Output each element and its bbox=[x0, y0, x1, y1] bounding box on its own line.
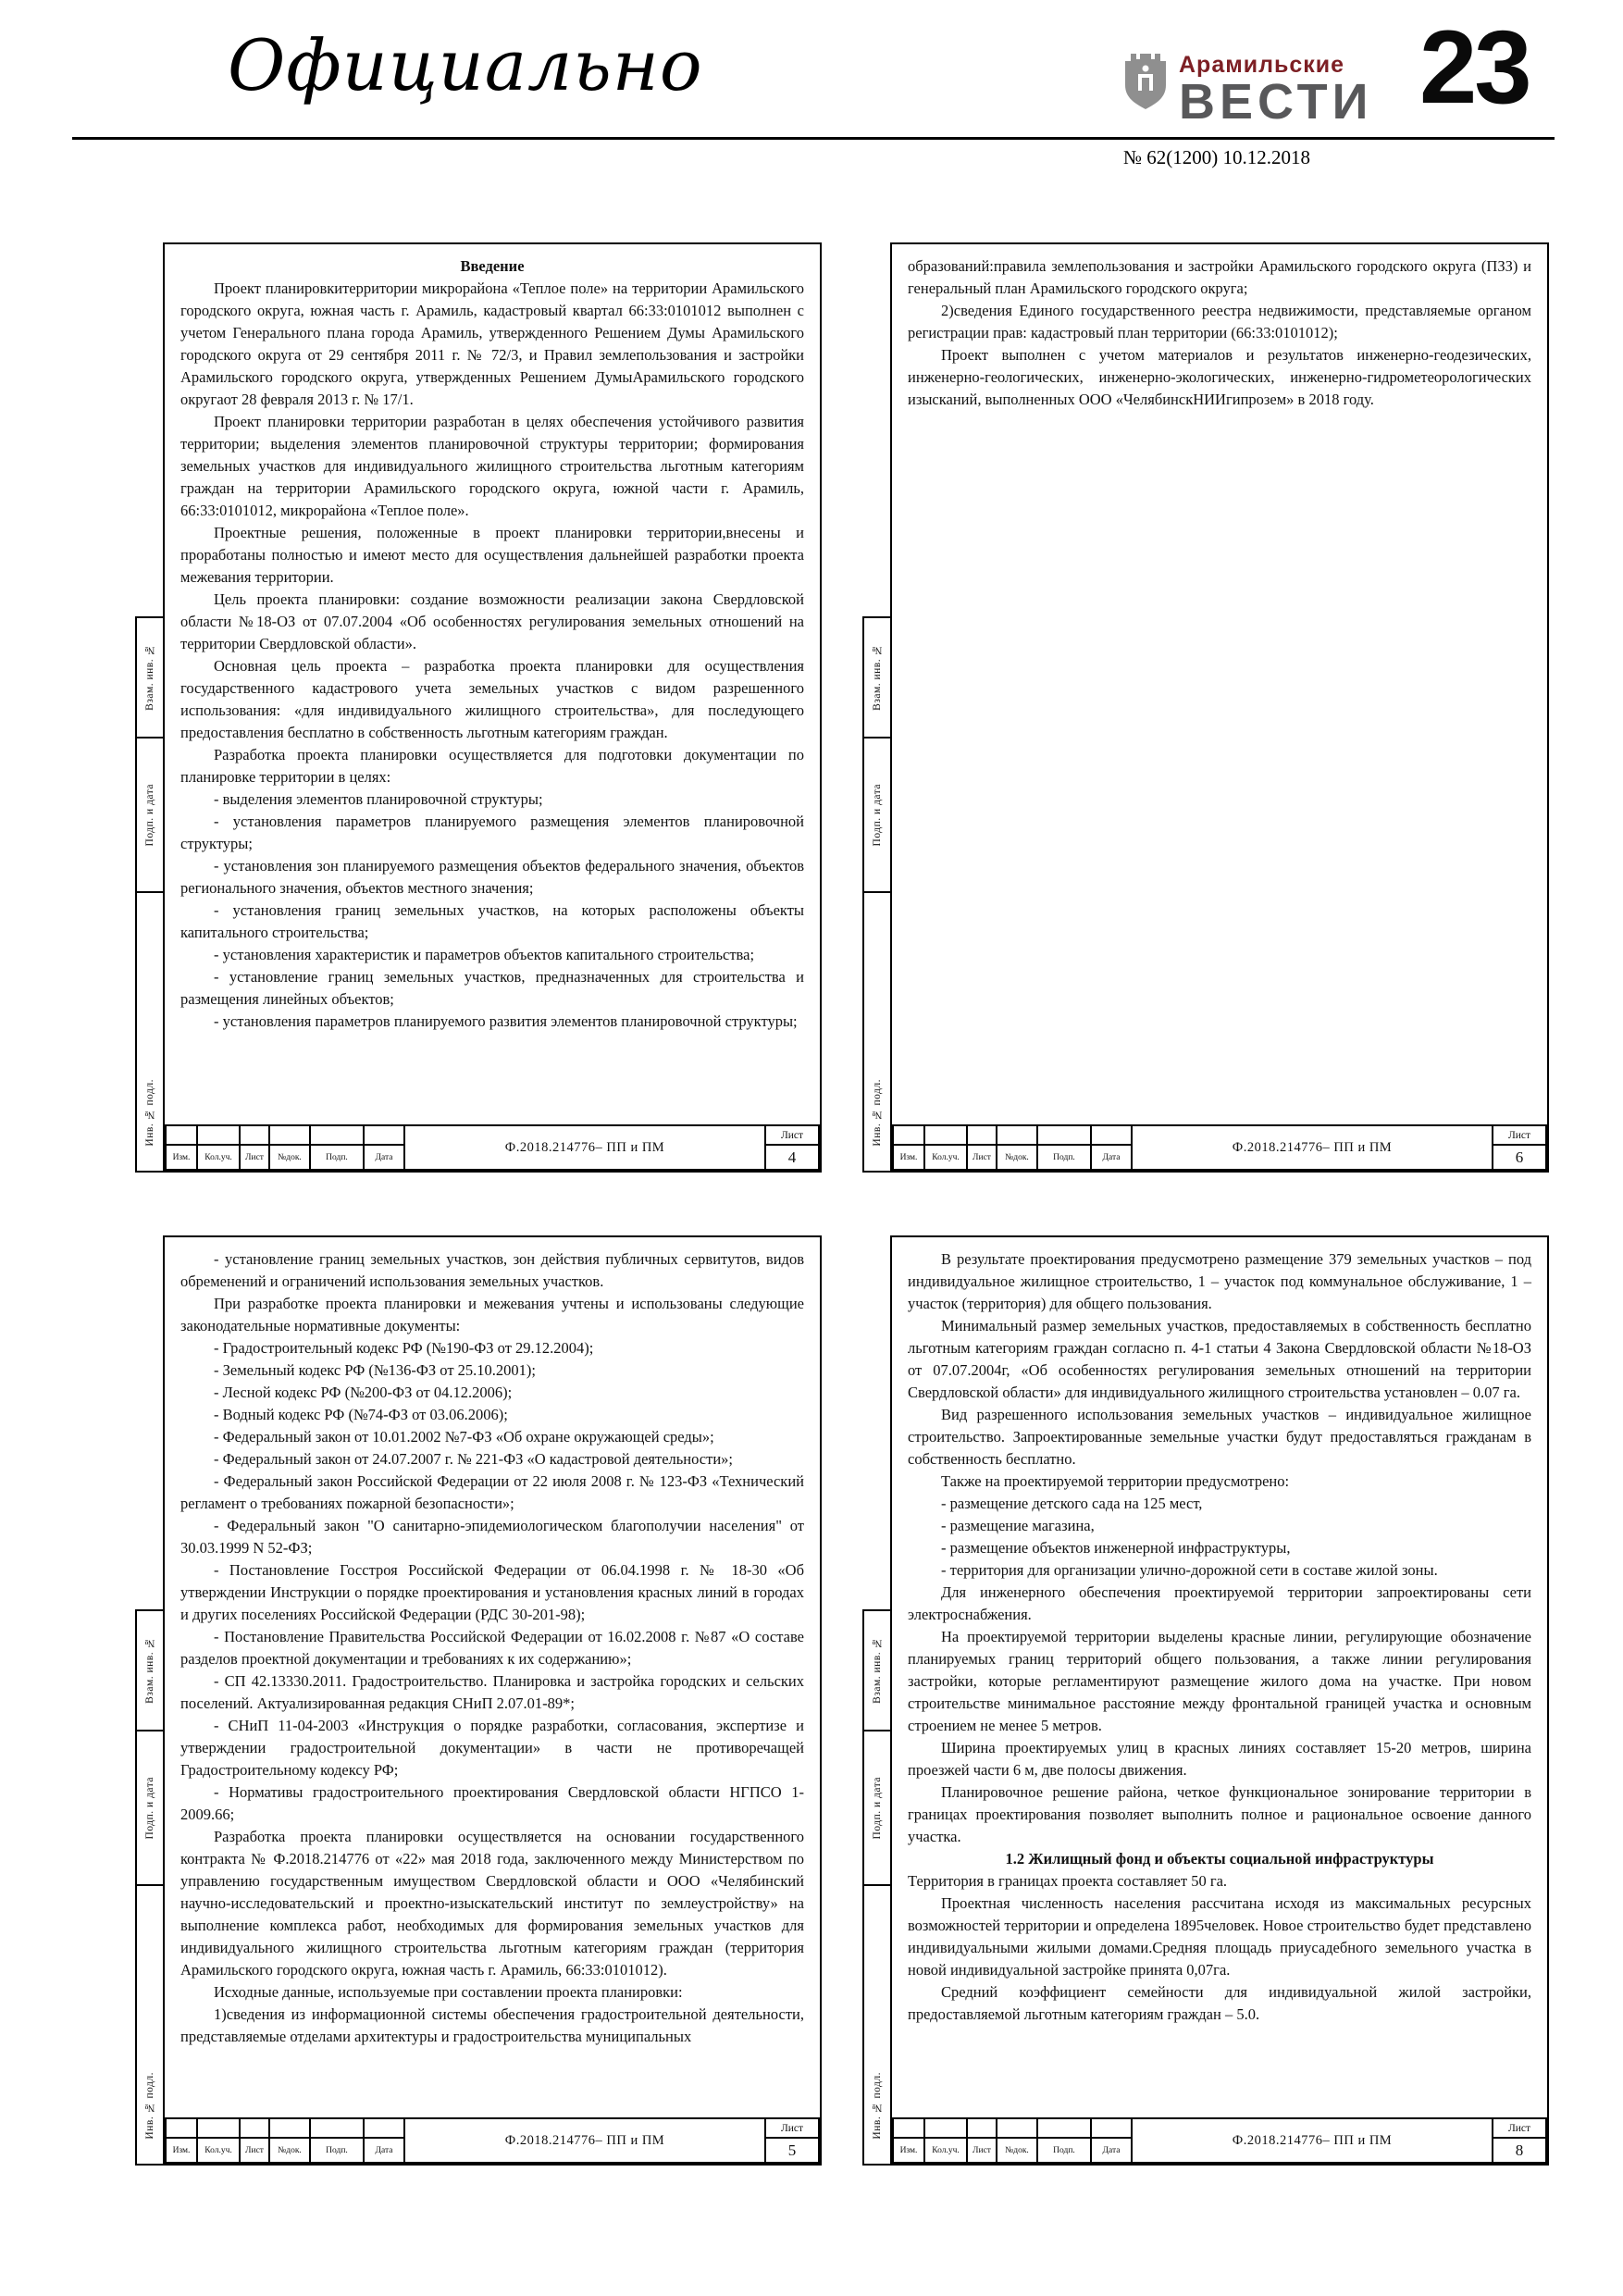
title-block-cell bbox=[997, 1125, 1037, 1145]
stamp-sidebar-cell bbox=[862, 737, 890, 893]
paragraph: Исходные данные, используемые при составлении проекта планировки: bbox=[214, 1983, 683, 2001]
title-block-cell bbox=[197, 1125, 240, 1145]
title-block-label: Кол.уч. bbox=[197, 1145, 240, 1170]
paragraph: - установления зон планируемого размещения объектов федерального значения, объектов регионального значения, объектов местного значения; bbox=[180, 857, 804, 897]
sheet-content bbox=[892, 1237, 1547, 2117]
stamp-sidebar-cell bbox=[135, 1884, 163, 2166]
title-block-cell bbox=[269, 1125, 310, 1145]
paragraph: - территория для организации улично-дорожной сети в составе жилой зоны. bbox=[941, 1561, 1438, 1579]
title-block-cell bbox=[166, 2118, 197, 2138]
title-block-label: №док. bbox=[269, 1145, 310, 1170]
paragraph: Вид разрешенного использования земельных участков – индивидуальное жилищное строительство. Запроектированные земельные участки будут предоставляться гражданам в собственность бесплатно. bbox=[908, 1406, 1531, 1468]
paragraph: Также на проектируемой территории предусмотрено: bbox=[941, 1472, 1290, 1490]
title-block-cell bbox=[364, 1125, 404, 1145]
title-block-label: Дата bbox=[1091, 1145, 1132, 1170]
paragraph: - Лесной кодекс РФ (№200-ФЗ от 04.12.2006); bbox=[214, 1384, 513, 1401]
title-block-label: Кол.уч. bbox=[197, 2138, 240, 2163]
title-block-label: Изм. bbox=[893, 2138, 924, 2163]
title-block-label: Изм. bbox=[893, 1145, 924, 1170]
title-block-cell bbox=[310, 1125, 364, 1145]
sheet-content bbox=[165, 1237, 820, 2117]
stamp-sidebar-cell bbox=[862, 616, 890, 738]
sheet-frame bbox=[890, 242, 1549, 1173]
stamp-sidebar bbox=[862, 1235, 890, 2166]
title-block-cell bbox=[893, 1125, 924, 1145]
paragraph: Планировочное решение района, четкое функциональное зонирование территории в границах проектирования позволяет выполнить полное и рациональное освоение данного участка. bbox=[908, 1783, 1531, 1845]
stamp-sidebar-label: Взам. инв. № bbox=[872, 1637, 883, 1704]
paragraph: - Федеральный закон Российской Федерации от 22 июля 2008 г. № 123-ФЗ «Технический регламент о требованиях пожарной безопасности»; bbox=[180, 1472, 804, 1512]
title-block-label: Дата bbox=[364, 1145, 404, 1170]
newspaper-brand bbox=[1121, 52, 1373, 130]
paragraph: Минимальный размер земельных участков, предоставляемых в собственность бесплатно льготным категориям граждан согласно п. 4-1 статьи 4 Закона Свердловской области №18-ОЗ от 07.07.2004г, «Об особенностях регулирования земельных отношений на территории Свердловской области» для индивидуального жилищного строительства установлен – 0.07 га. bbox=[908, 1317, 1531, 1401]
paragraph: - СНиП 11-04-2003 «Инструкция о порядке разработки, согласования, экспертизе и утверждении градостроительной документации» в части не противоречащей Градостроительному кодексу РФ; bbox=[180, 1717, 804, 1779]
sheet-label: Лист bbox=[1493, 1125, 1546, 1145]
newspaper-name bbox=[1179, 52, 1373, 130]
title-block-cell bbox=[1037, 1125, 1091, 1145]
document-sheet bbox=[135, 242, 822, 1173]
sheet-content bbox=[892, 244, 1547, 1124]
paragraph: - Федеральный закон от 10.01.2002 №7-ФЗ «Об охране окружающей среды»; bbox=[214, 1428, 714, 1446]
document-sheet bbox=[862, 1235, 1549, 2166]
paragraph: - установления границ земельных участков, на которых расположены объекты капитального строительства; bbox=[180, 901, 804, 941]
section-title: Официально bbox=[228, 24, 703, 106]
stamp-sidebar-label: Подп. и дата bbox=[872, 783, 883, 847]
paragraph: Ширина проектируемых улиц в красных линиях составляет 15-20 метров, ширина проезжей части 6 м, две полосы движения. bbox=[908, 1739, 1531, 1779]
title-block-table bbox=[892, 1124, 1547, 1171]
stamp-sidebar-label: Взам. инв. № bbox=[144, 644, 155, 711]
paragraph: Разработка проекта планировки осуществляется на основании государственного контракта № Ф.2018.214776 от «22» мая 2018 года, заключенного между Министерством по управлению государственным имуществом Свердловской области и ООО «Челябинский научно-исследовательский и проектно-изыскательский институт по землеустройству» на выполнение комплекса работ, необходимых для формирования земельных участков для индивидуального жилищного строительства льготным категориям граждан (территория Арамильского городского округа, южная часть г. Арамиль, 66:33:0101012). bbox=[180, 1828, 804, 1979]
stamp-sidebar-cell bbox=[135, 1609, 163, 1731]
paragraph: - Постановление Правительства Российской Федерации от 16.02.2008 г. №87 «О составе разделов проектной документации и требованиях к их содержанию»; bbox=[180, 1628, 804, 1668]
stamp-sidebar bbox=[862, 242, 890, 1173]
paragraph: На проектируемой территории выделены красные линии, регулирующие обозначение планируемых границ территорий общего пользования, а также линии регулирования застройки, которые регламентируют размещение жилого дома на участке. При новом строительстве минимальное расстояние между фронтальной границей участка и основным строением не менее 5 метров. bbox=[908, 1628, 1531, 1734]
stamp-sidebar-label: Инв. № подл. bbox=[872, 1079, 883, 1147]
title-block-label: Подп. bbox=[1037, 1145, 1091, 1170]
paragraph: - размещение магазина, bbox=[941, 1517, 1095, 1534]
stamp-sidebar-cell bbox=[862, 1609, 890, 1731]
sheet-label: Лист bbox=[1493, 2118, 1546, 2138]
paragraph: Основная цель проекта – разработка проекта планировки для осуществления государственного кадастрового учета земельных участков с видом разрешенного использования: «для индивидуального жилищного строительства», для последующего предоставления бесплатно в собственность льготным категориям граждан. bbox=[180, 657, 804, 741]
paragraph: В результате проектирования предусмотрено размещение 379 земельных участков – под индивидуальное жилищное строительство, 1 – участок под коммунальное обслуживание, 1 – участок (территория) для общего пользования. bbox=[908, 1250, 1531, 1312]
title-block-cell bbox=[967, 2118, 997, 2138]
sheet-content bbox=[165, 244, 820, 1124]
newspaper-page-number: 23 bbox=[1419, 9, 1530, 125]
title-block-cell bbox=[1091, 1125, 1132, 1145]
paragraph: - установление границ земельных участков, предназначенных для строительства и размещения линейных объектов; bbox=[180, 968, 804, 1008]
title-block-label: №док. bbox=[269, 2138, 310, 2163]
title-block-cell bbox=[269, 2118, 310, 2138]
stamp-sidebar-label: Инв. № подл. bbox=[144, 2072, 155, 2140]
stamp-sidebar-label: Подп. и дата bbox=[144, 783, 155, 847]
title-block-cell bbox=[893, 2118, 924, 2138]
stamp-sidebar-cell bbox=[862, 891, 890, 1173]
paragraph: Средний коэффициент семейности для индивидуальной жилой застройки, предоставляемой льготным категориям граждан – 5.0. bbox=[908, 1983, 1531, 2023]
stamp-sidebar-cell bbox=[135, 1730, 163, 1886]
title-block-label: Лист bbox=[967, 1145, 997, 1170]
stamp-sidebar bbox=[135, 242, 163, 1173]
title-block-label: Изм. bbox=[166, 1145, 197, 1170]
title-block-label: Дата bbox=[1091, 2138, 1132, 2163]
title-block-cell bbox=[240, 1125, 269, 1145]
doc-code: Ф.2018.214776– ПП и ПМ bbox=[404, 2118, 765, 2163]
paragraph: - размещение детского сада на 125 мест, bbox=[941, 1495, 1203, 1512]
title-block-table bbox=[165, 1124, 820, 1171]
paragraph: Проектные решения, положенные в проект планировки территории,внесены и проработаны полностью и имеют место для осуществления дальнейшей разработки проекта межевания территории. bbox=[180, 524, 804, 586]
paragraph: 2)сведения Единого государственного реестра недвижимости, представляемые органом регистрации прав: кадастровый план территории (66:33:0101012); bbox=[908, 302, 1531, 341]
paragraph: - установления характеристик и параметров объектов капитального строительства; bbox=[214, 946, 755, 963]
paragraph: - Федеральный закон "О санитарно-эпидемиологическом благополучии населения" от 30.03.1999 N 52-ФЗ; bbox=[180, 1517, 804, 1557]
title-block-table bbox=[892, 2117, 1547, 2164]
newspaper-name-main: ВЕСТИ bbox=[1179, 74, 1373, 130]
paragraph: - размещение объектов инженерной инфраструктуры, bbox=[941, 1539, 1291, 1557]
title-block-label: Подп. bbox=[1037, 2138, 1091, 2163]
paragraph: При разработке проекта планировки и межевания учтены и использованы следующие законодательные нормативные документы: bbox=[180, 1295, 804, 1334]
document-sheet bbox=[135, 1235, 822, 2166]
stamp-sidebar-cell bbox=[862, 1884, 890, 2166]
paragraph: - Постановление Госстроя Российской Федерации от 06.04.1998 г. № 18-30 «Об утверждении Инструкции о порядке проектирования и установления красных линий в городах и других поселениях Российской Федерации (РДС 30-201-98); bbox=[180, 1561, 804, 1623]
paragraph: - СП 42.13330.2011. Градостроительство. Планировка и застройка городских и сельских поселений. Актуализированная редакция СНиП 2.07.01-89*; bbox=[180, 1672, 804, 1712]
stamp-sidebar-label: Инв. № подл. bbox=[872, 2072, 883, 2140]
header-rule bbox=[72, 137, 1555, 140]
stamp-sidebar-cell bbox=[135, 891, 163, 1173]
title-block-label: №док. bbox=[997, 1145, 1037, 1170]
title-block-cell bbox=[240, 2118, 269, 2138]
newspaper-name-top: Арамильские bbox=[1179, 52, 1345, 78]
title-block-label: Лист bbox=[240, 2138, 269, 2163]
title-block-cell bbox=[364, 2118, 404, 2138]
title-block-label: Лист bbox=[240, 1145, 269, 1170]
title-block-cell bbox=[924, 2118, 967, 2138]
sheet-label: Лист bbox=[765, 2118, 819, 2138]
sheet-number: 4 bbox=[765, 1145, 819, 1170]
stamp-sidebar-label: Инв. № подл. bbox=[144, 1079, 155, 1147]
document-sheet bbox=[862, 242, 1549, 1173]
title-block-cell bbox=[197, 2118, 240, 2138]
paragraph: - Федеральный закон от 24.07.2007 г. № 221-ФЗ «О кадастровой деятельности»; bbox=[214, 1450, 733, 1468]
sheet-label: Лист bbox=[765, 1125, 819, 1145]
heading: 1.2 Жилищный фонд и объекты социальной инфраструктуры bbox=[1005, 1850, 1434, 1868]
sheet-frame bbox=[163, 1235, 822, 2166]
paragraph: - Нормативы градостроительного проектирования Свердловской области НГПСО 1-2009.66; bbox=[180, 1783, 804, 1823]
title-block-table bbox=[165, 2117, 820, 2164]
doc-code: Ф.2018.214776– ПП и ПМ bbox=[1132, 2118, 1493, 2163]
paragraph: образований:правила землепользования и застройки Арамильского городского округа (ПЗЗ) и генеральный план Арамильского городского округа; bbox=[908, 257, 1531, 297]
title-block-cell bbox=[997, 2118, 1037, 2138]
paragraph: Проект планировкитерритории микрорайона «Теплое поле» на территории Арамильского городского округа, южная часть г. Арамиль, кадастровый квартал 66:33:0101012 выполнен с учетом Генерального плана города Арамиль, утвержденного Решением Думы Арамильского городского округа от 29 сентября 2011 г. № 72/3, и Правил землепользования и застройки Арамильского городского округа, утвержденных Решением ДумыАрамильского городского округаот 28 февраля 2013 г. № 17/1. bbox=[180, 279, 804, 408]
title-block-label: Подп. bbox=[310, 2138, 364, 2163]
sheet-number: 8 bbox=[1493, 2138, 1546, 2163]
sheet-number: 5 bbox=[765, 2138, 819, 2163]
paragraph: 1)сведения из информационной системы обеспечения градостроительной деятельности, представляемые отделами архитектуры и градостроительства муниципальных bbox=[180, 2005, 804, 2045]
paragraph: Разработка проекта планировки осуществляется для подготовки документации по планировке территории в целях: bbox=[180, 746, 804, 786]
paragraph: - Земельный кодекс РФ (№136-ФЗ от 25.10.2001); bbox=[214, 1361, 536, 1379]
title-block-cell bbox=[1037, 2118, 1091, 2138]
stamp-sidebar-label: Взам. инв. № bbox=[872, 644, 883, 711]
heading: Введение bbox=[460, 257, 525, 275]
doc-code: Ф.2018.214776– ПП и ПМ bbox=[1132, 1125, 1493, 1170]
paragraph: - Градостроительный кодекс РФ (№190-ФЗ от 29.12.2004); bbox=[214, 1339, 594, 1357]
paragraph: - установление границ земельных участков, зон действия публичных сервитутов, видов обременений и ограничений использования земельных участков. bbox=[180, 1250, 804, 1290]
title-block-label: Кол.уч. bbox=[924, 2138, 967, 2163]
stamp-sidebar bbox=[135, 1235, 163, 2166]
paragraph: - выделения элементов планировочной структуры; bbox=[214, 790, 543, 808]
stamp-sidebar-label: Подп. и дата bbox=[144, 1776, 155, 1840]
paragraph: - установления параметров планируемого развития элементов планировочной структуры; bbox=[214, 1012, 798, 1030]
sheet-frame bbox=[163, 242, 822, 1173]
paragraph: - установления параметров планируемого размещения элементов планировочной структуры; bbox=[180, 813, 804, 852]
stamp-sidebar-label: Взам. инв. № bbox=[144, 1637, 155, 1704]
title-block-cell bbox=[1091, 2118, 1132, 2138]
title-block-cell bbox=[310, 2118, 364, 2138]
title-block-label: №док. bbox=[997, 2138, 1037, 2163]
title-block-label: Лист bbox=[967, 2138, 997, 2163]
title-block-label: Кол.уч. bbox=[924, 1145, 967, 1170]
stamp-sidebar-cell bbox=[135, 616, 163, 738]
paragraph: Цель проекта планировки: создание возможности реализации закона Свердловской области №18-ОЗ от 07.07.2004 «Об особенностях регулирования земельных отношений на территории Свердловской области». bbox=[180, 590, 804, 652]
stamp-sidebar-cell bbox=[862, 1730, 890, 1886]
title-block-label: Подп. bbox=[310, 1145, 364, 1170]
sheet-number: 6 bbox=[1493, 1145, 1546, 1170]
title-block-cell bbox=[967, 1125, 997, 1145]
stamp-sidebar-cell bbox=[135, 737, 163, 893]
paragraph: - Водный кодекс РФ (№74-ФЗ от 03.06.2006); bbox=[214, 1406, 508, 1423]
paragraph: Проектная численность населения рассчитана исходя из максимальных ресурсных возможностей территории и определена 1895человек. Новое строительство будет представлено индивидуальными жилыми домами.Средняя площадь приусадебного земельного участка в новой индивидуальной застройке принята 0,07га. bbox=[908, 1894, 1531, 1979]
title-block-cell bbox=[166, 1125, 197, 1145]
paragraph: Проект планировки территории разработан в целях обеспечения устойчивого развития территории; выделения элементов планировочной структуры территории; формирования земельных участков для индивидуального жилищного строительства льготным категориям граждан на территории Арамильского городского округа, южной части г. Арамиль, 66:33:0101012, микрорайона «Теплое поле». bbox=[180, 413, 804, 519]
title-block-label: Изм. bbox=[166, 2138, 197, 2163]
paragraph: Территория в границах проекта составляет 50 га. bbox=[908, 1872, 1228, 1890]
paragraph: Проект выполнен с учетом материалов и результатов инженерно-геодезических, инженерно-геологических, инженерно-экологических, инженерно-гидрометеорологических изысканий, выполненных ООО «ЧелябинскНИИгипрозем» в 2018 году. bbox=[908, 346, 1531, 408]
issue-number: № 62(1200) 10.12.2018 bbox=[1123, 146, 1311, 168]
doc-code: Ф.2018.214776– ПП и ПМ bbox=[404, 1125, 765, 1170]
sheets-grid bbox=[135, 242, 1549, 2166]
paragraph: Для инженерного обеспечения проектируемой территории запроектированы сети электроснабжения. bbox=[908, 1583, 1531, 1623]
title-block-cell bbox=[924, 1125, 967, 1145]
sheet-frame bbox=[890, 1235, 1549, 2166]
title-block-label: Дата bbox=[364, 2138, 404, 2163]
newspaper-crest-icon bbox=[1121, 52, 1170, 111]
stamp-sidebar-label: Подп. и дата bbox=[872, 1776, 883, 1840]
